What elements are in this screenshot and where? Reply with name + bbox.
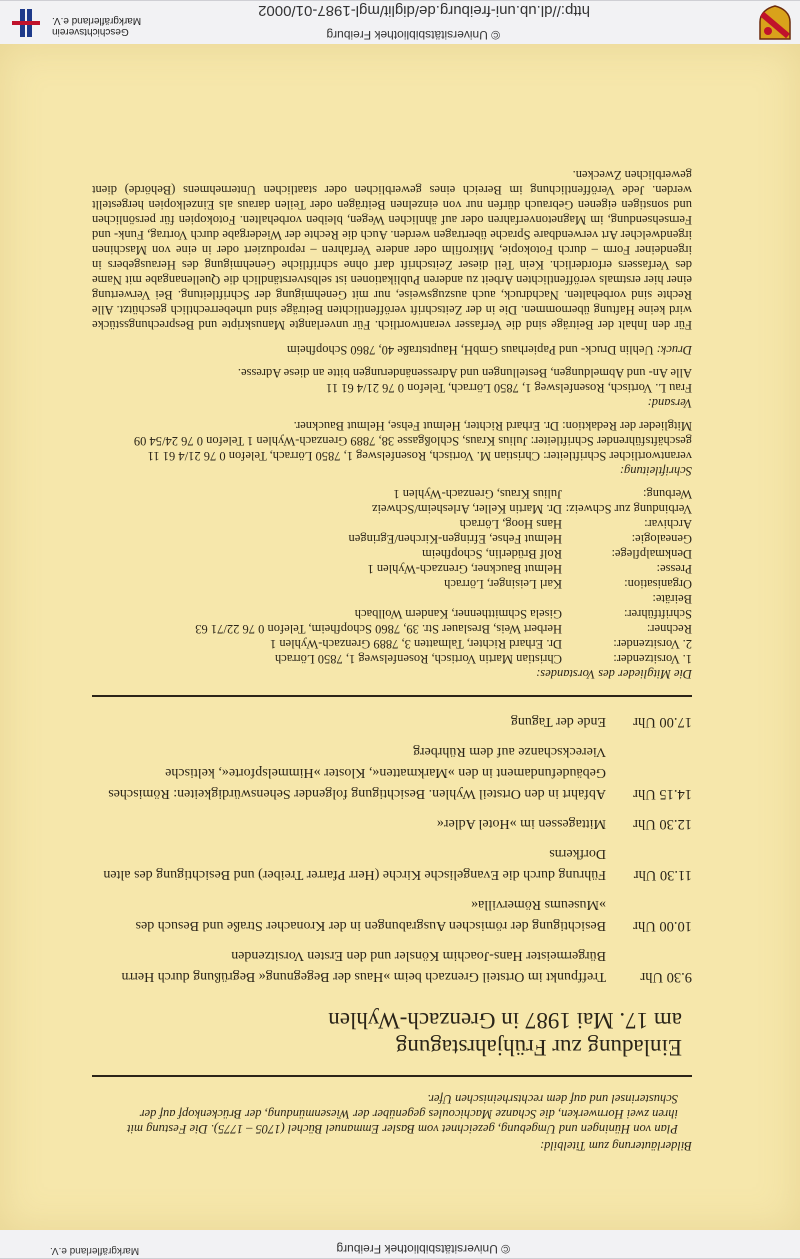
board-list bbox=[92, 606, 692, 666]
program-item: 11.30 Uhr Führung durch die Evangelische Kirche (Herr Pfarrer Treiber) und Besichtigung des alten Dorfkerns bbox=[103, 846, 692, 883]
list-item: Verbindung zur Schweiz: Dr. Martin Keller, Arlesheim/Schweiz bbox=[371, 502, 692, 516]
scanned-page bbox=[0, 44, 800, 1231]
divider bbox=[92, 1075, 692, 1077]
list-item: Denkmalpflege: Rolf Brüderlin, Schopfheim bbox=[422, 547, 692, 561]
list-item: Rechner: Herbert Weis, Breslauer Str. 39, 7860 Schopfheim, Telefon 0 76 22/71 63 bbox=[195, 622, 692, 636]
program-item: 17.00 Uhr Ende der Tagung bbox=[510, 714, 692, 730]
list-item: Schriftführer: Gisela Schmitthenner, Kandern Wollbach bbox=[354, 607, 692, 621]
copyright-text: © Universitätsbibliothek Freiburg bbox=[326, 28, 500, 42]
caption-label: Bilderläuterung zum Titelbild: bbox=[539, 1139, 692, 1153]
shipping-line: Alle An- und Abmeldungen, Bestellungen und Adressenänderungen bitte an diese Adresse. bbox=[237, 366, 692, 380]
editorial-line: Mitglieder der Redaktion: Dr. Erhard Richter, Helmut Fehse, Helmut Bauckner. bbox=[293, 419, 692, 433]
list-item: Presse: Helmut Bauckner, Grenzach-Wyhlen 1 bbox=[367, 562, 692, 576]
university-logo-icon bbox=[6, 3, 46, 43]
page-title: Einladung zur Frühjahrstagung am 17. Mai 1987 in Grenzach-Wyhlen bbox=[328, 1008, 682, 1060]
association-crest-icon[interactable] bbox=[756, 4, 794, 42]
shipping-heading: Versand: bbox=[647, 396, 692, 410]
list-item: Organisation: Karl Leisinger, Lörrach bbox=[444, 577, 692, 591]
viewer-footer bbox=[0, 1230, 800, 1259]
editorial-line: geschäftsführender Schriftleiter: Julius Kraus, Schloßgasse 38, 7889 Grenzach-Wyhlen 1 Telefon 0 76 24/54 09 bbox=[133, 434, 692, 448]
editorial-heading: Schriftleitung: bbox=[619, 464, 692, 478]
association-name-footer: Markgräflerland e.V. bbox=[50, 1245, 140, 1256]
program-list bbox=[92, 711, 692, 987]
association-name: Geschichtsverein Markgräflerland e.V. bbox=[52, 15, 142, 37]
list-item: Werbung: Julius Kraus, Grenzach-Wyhlen 1 bbox=[393, 487, 692, 501]
program-item: 12.30 Uhr Mittagessen im »Hotel Adler« bbox=[436, 816, 692, 832]
board-heading: Die Mitglieder des Vorstandes: bbox=[536, 667, 692, 681]
copyright-text-footer: © Universitätsbibliothek Freiburg bbox=[336, 1242, 510, 1256]
print-line: Druck: Uehlin Druck- und Papierhaus GmbH, Hauptstraße 40, 7860 Schopfheim bbox=[286, 343, 692, 357]
editorial-line: verantwortlicher Schriftleiter: Christian M. Vortisch, Rosenfelsweg 1, 7850 Lörrach, Telefon 0 76 21/4 61 11 bbox=[147, 449, 692, 463]
program-item: 14.15 Uhr Abfahrt in den Ortsteil Wyhlen. Besichtigung folgender Sehenswürdigkeiten: Römisches Gebäudefundament in den »Markmatten«, Kloster »Himmelspforte«, keltische Viereckschanze auf dem Rührberg bbox=[108, 744, 692, 802]
program-item: 10.00 Uhr Besichtigung der römischen Ausgrabungen in der Kronacher Straße und Besuch des »Museums Römervilla« bbox=[135, 897, 692, 934]
list-item: 2. Vorsitzender: Dr. Erhard Richter, Talmatten 3, 7889 Grenzach-Wyhlen 1 bbox=[270, 637, 692, 651]
cover-caption: Plan von Hüningen und Umgebung, gezeichnet vom Basler Emmanuel Büchel (1705 – 1775). Die Festung mit ihren zwei Hornwerken, die Schanze Machicoules gegenüber der Wiesenmündung, der Brückenkopf auf der Schusterinsel und auf dem rechtsrheinischen Ufer. bbox=[127, 1092, 678, 1136]
advisory-list bbox=[92, 486, 692, 591]
document-url-link[interactable]: http://dl.ub.uni-freiburg.de/diglit/mgl-1987-01/0002 bbox=[258, 2, 590, 19]
viewer-header bbox=[0, 0, 800, 45]
program-item: 9.30 Uhr Treffpunkt im Ortsteil Grenzach beim »Haus der Begegnung« Begrüßung durch Herrn Bürgermeister Hans-Joachim Könsler und den Ersten Vorsitzenden bbox=[121, 948, 692, 985]
legal-notice: Für den Inhalt der Beiträge sind die Verfasser verantwortlich. Für unverlangte Manuskripte und Besprechungsstücke wird keine Haftung übernommen. Die in der Zeitschrift veröffentlichten Beiträge sind urheberrechtlich geschützt. Alle Rechte sind vorbehalten. Nachdruck, auch auszugsweise, nur mit Genehmigung der Schriftleitung. Bei Verwertung einer hier erstmals veröffentlichten Arbeit zu anderen Publikationen ist selbstverständlich die Quellenangabe mit Name des Verfassers erforderlich. Kein Teil dieser Zeitschrift darf ohne schriftliche Genehmigung des Herausgebers in irgendeiner Form – durch Fotokopie, Mikrofilm oder andere Verfahren – reproduziert oder in eine von Maschinen irgendwelcher Art verwendbare Sprache übertragen werden. Auch die Rechte der Wiedergabe durch Vortrag, Funk- und Fernsehsendung, im Magnetonverfahren oder auf ähnlichen Wegen, bleiben vorbehalten. Fotokopien für persönlichen und sonstigen eigenen Gebrauch dürfen nur von einzelnen Beiträgen oder Teilen daraus als Einzelkopien hergestellt werden. Jede Veröffentlichung im Bereich eines gewerblichen oder staatlichen Unternehmens (Behörde) dient gewerblichen Zwecken. bbox=[92, 168, 692, 332]
list-item: Genealogie: Helmut Fehse, Efringen-Kirchen/Egringen bbox=[348, 532, 692, 546]
list-item: 1. Vorsitzender: Christian Martin Vortisch, Rosenfelsweg 1, 7850 Lörrach bbox=[275, 652, 692, 666]
shipping-line: Frau L. Vortisch, Rosenfelsweg 1, 7850 Lörrach, Telefon 0 76 21/4 61 11 bbox=[326, 381, 692, 395]
advisory-heading: Beiräte: bbox=[652, 592, 692, 606]
divider bbox=[92, 695, 692, 697]
page-content bbox=[0, 44, 800, 1231]
list-item: Archivar: Hans Hoog, Lörrach bbox=[459, 517, 692, 531]
